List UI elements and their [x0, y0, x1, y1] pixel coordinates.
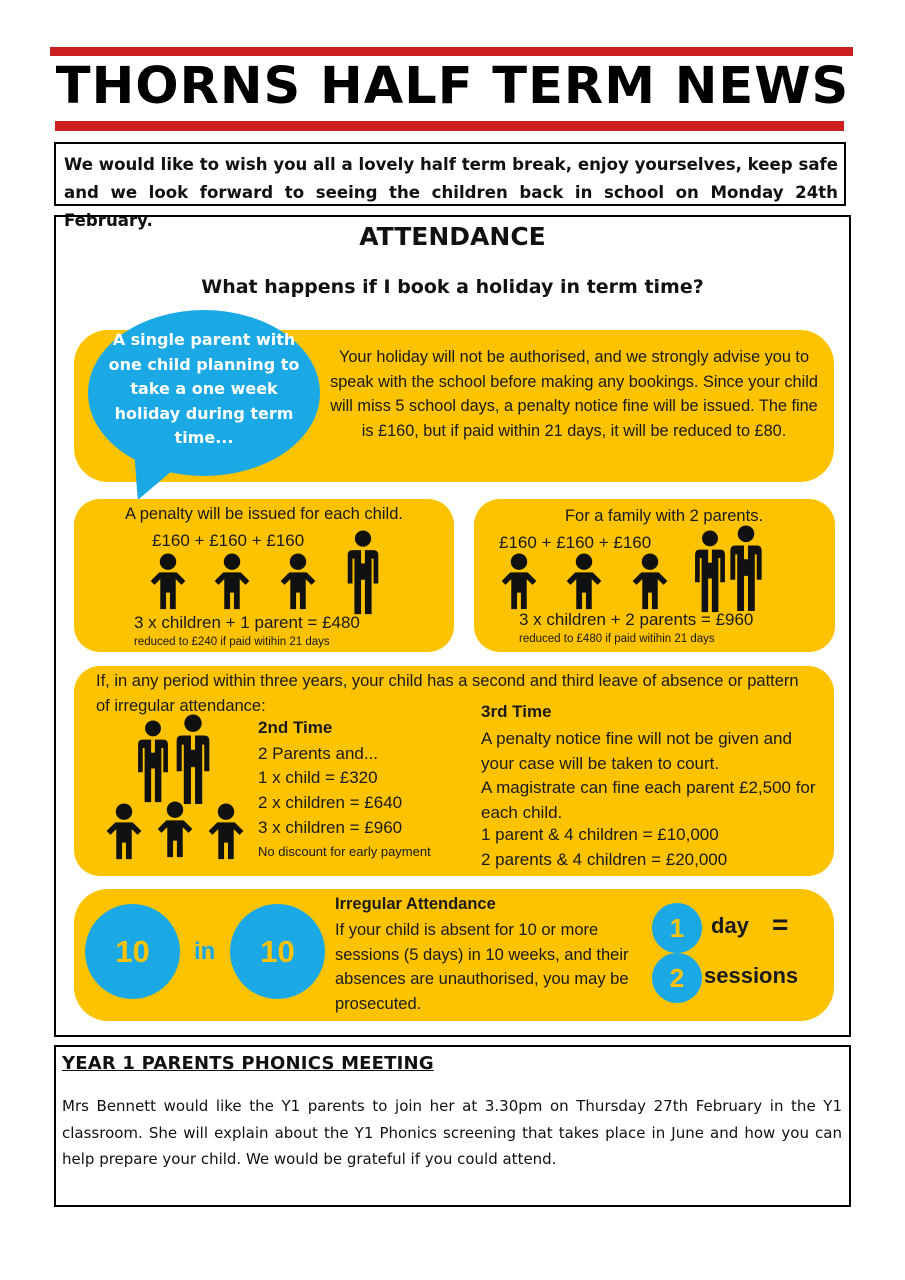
speech-bubble-text: A single parent with one child planning to take a one week holiday during term time...	[108, 330, 300, 447]
repeat-absence-intro: If, in any period within three years, your child has a second and third leave of absence or pattern of irregular attendance:	[96, 672, 799, 715]
child-figure-icon	[212, 553, 252, 611]
attendance-title: ATTENDANCE	[359, 222, 546, 251]
each-child-heading: A penalty will be issued for each child.	[125, 505, 403, 523]
newsletter-title: THORNS HALF TERM NEWS	[55, 57, 850, 116]
third-time-line: A penalty notice fine will not be given and your case will be taken to court.	[481, 729, 792, 773]
each-child-sum: £160 + £160 + £160	[152, 531, 305, 550]
attendance-question: What happens if I book a holiday in term time?	[201, 276, 704, 298]
phonics-body: Mrs Bennett would like the Y1 parents to join her at 3.30pm on Thursday 27th February in the Y1 classroom. She will explain about the Y1 Phonics screening that takes place in June and how you can help prepare your child. We would be grateful if you could attend.	[62, 1097, 842, 1168]
ten-sessions-circle: 10	[85, 904, 180, 999]
phonics-title: YEAR 1 PARENTS PHONICS MEETING	[62, 1053, 434, 1074]
second-time-line: 2 Parents and...	[258, 744, 379, 763]
second-time-note: No discount for early payment	[258, 844, 431, 859]
two-parents-total: 3 x children + 2 parents = £960	[519, 610, 754, 629]
child-figure-icon	[499, 553, 539, 611]
child-figure-icon	[564, 553, 604, 611]
holiday-consequence-text: Your holiday will not be authorised, and we strongly advise you to speak with the school before making any bookings. Since your child will miss 5 school days, a penalty notice fine will be issued. The fine is £160, but if paid within 21 days, it will be reduced to £80.	[330, 348, 818, 440]
child-figure-icon	[278, 553, 318, 611]
second-time-heading: 2nd Time	[258, 718, 333, 737]
equals-sign: =	[772, 909, 789, 940]
two-parents-heading: For a family with 2 parents.	[564, 507, 764, 525]
intro-message: We would like to wish you all a lovely half term break, enjoy yourselves, keep safe and we look forward to seeing the children back in school on Monday 24th February.	[54, 142, 846, 206]
two-circle: 2	[652, 953, 702, 1003]
one-circle: 1	[652, 903, 702, 953]
adult-figure-icon	[133, 720, 173, 804]
child-figure-icon	[206, 803, 246, 861]
header-rule-bottom	[55, 121, 844, 131]
day-label: day	[711, 913, 749, 938]
third-time-line: 1 parent & 4 children = £10,000	[481, 825, 719, 844]
child-figure-icon	[148, 553, 188, 611]
second-time-line: 3 x children = £960	[258, 818, 403, 837]
each-child-total: 3 x children + 1 parent = £480	[134, 613, 360, 632]
irregular-heading: Irregular Attendance	[335, 895, 496, 913]
child-figure-icon	[155, 801, 195, 859]
adult-figure-icon	[343, 530, 383, 616]
adult-figure-icon	[726, 525, 766, 613]
two-parents-sum: £160 + £160 + £160	[499, 533, 652, 552]
second-time-line: 2 x children = £640	[258, 793, 403, 812]
ten-weeks-circle: 10	[230, 904, 325, 999]
irregular-text: If your child is absent for 10 or more sessions (5 days) in 10 weeks, and their absences are unauthorised, you may be prosecuted.	[335, 921, 629, 1013]
each-child-reduced: reduced to £240 if paid witihin 21 days	[134, 636, 330, 648]
second-time-line: 1 x child = £320	[258, 768, 378, 787]
child-figure-icon	[630, 553, 670, 611]
third-time-heading: 3rd Time	[481, 702, 552, 721]
child-figure-icon	[104, 803, 144, 861]
adult-figure-icon	[691, 530, 729, 614]
in-word: in	[194, 938, 216, 965]
adult-figure-icon	[172, 714, 214, 806]
two-parents-reduced: reduced to £480 if paid witihin 21 days	[519, 633, 715, 645]
sessions-label: sessions	[704, 963, 799, 988]
third-time-line: 2 parents & 4 children = £20,000	[481, 850, 728, 869]
third-time-line: A magistrate can fine each parent £2,500 for each child.	[481, 778, 816, 822]
